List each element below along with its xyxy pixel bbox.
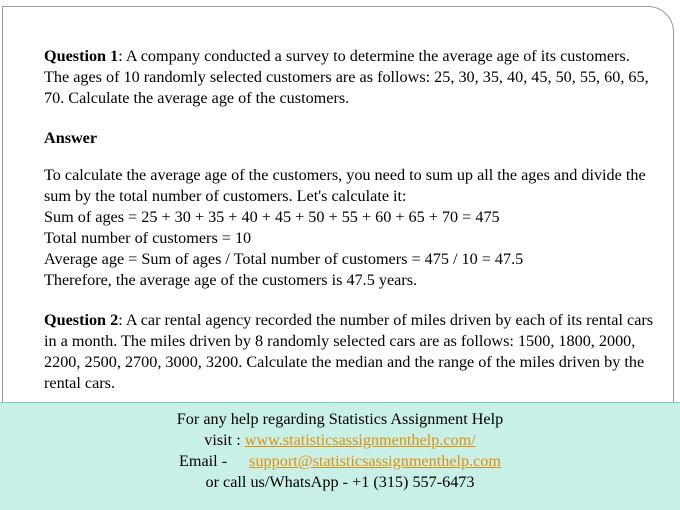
answer-line-total: Total number of customers = 10 [44,229,252,247]
question-2 [44,310,656,394]
question-1-text: : A company conducted a survey to determine the average age of its customers. The ages of 10 randomly selected customers are as follows: 25, 30, 35, 40, 45, 50, 55, 60, 65, 70. Calculate the average age of the customers. [44,47,649,107]
footer-visit-line [0,430,680,451]
contact-footer [0,402,680,510]
footer-visit-label: visit : [204,431,245,449]
answer-intro: To calculate the average age of the customers, you need to sum up all the ages and divide the sum by the total number of customers. Let's calculate it: [44,166,646,205]
footer-phone: +1 (315) 557-6473 [352,473,475,491]
question-1-label: Question 1 [44,47,119,65]
answer-line-average: Average age = Sum of ages / Total number of customers = 475 / 10 = 47.5 [44,250,524,268]
question-2-text: : A car rental agency recorded the number of miles driven by each of its rental cars in a month. The miles driven by 8 randomly selected cars are as follows: 1500, 1800, 2000, 2200, 2500, 2700, 3000, 3200. Calculate the median and the range of the miles driven by the rental cars. [44,311,654,392]
answer-line-sum: Sum of ages = 25 + 30 + 35 + 40 + 45 + 50 + 55 + 60 + 65 + 70 = 475 [44,208,500,226]
main-content [44,46,656,394]
footer-email-label: Email - [178,452,232,470]
email-link[interactable]: support@statisticsassignmenthelp.com [249,452,501,470]
footer-call-label: or call us/WhatsApp - [205,473,353,491]
answer-heading: Answer [44,129,98,147]
question-1 [44,46,656,109]
footer-call-line [0,472,680,493]
website-link[interactable]: www.statisticsassignmenthelp.com/ [244,431,476,449]
footer-help-line: For any help regarding Statistics Assignment Help [176,410,504,428]
answer-line-conclusion: Therefore, the average age of the customers is 47.5 years. [44,271,418,289]
question-2-label: Question 2 [44,311,119,329]
footer-email-line [0,451,680,472]
